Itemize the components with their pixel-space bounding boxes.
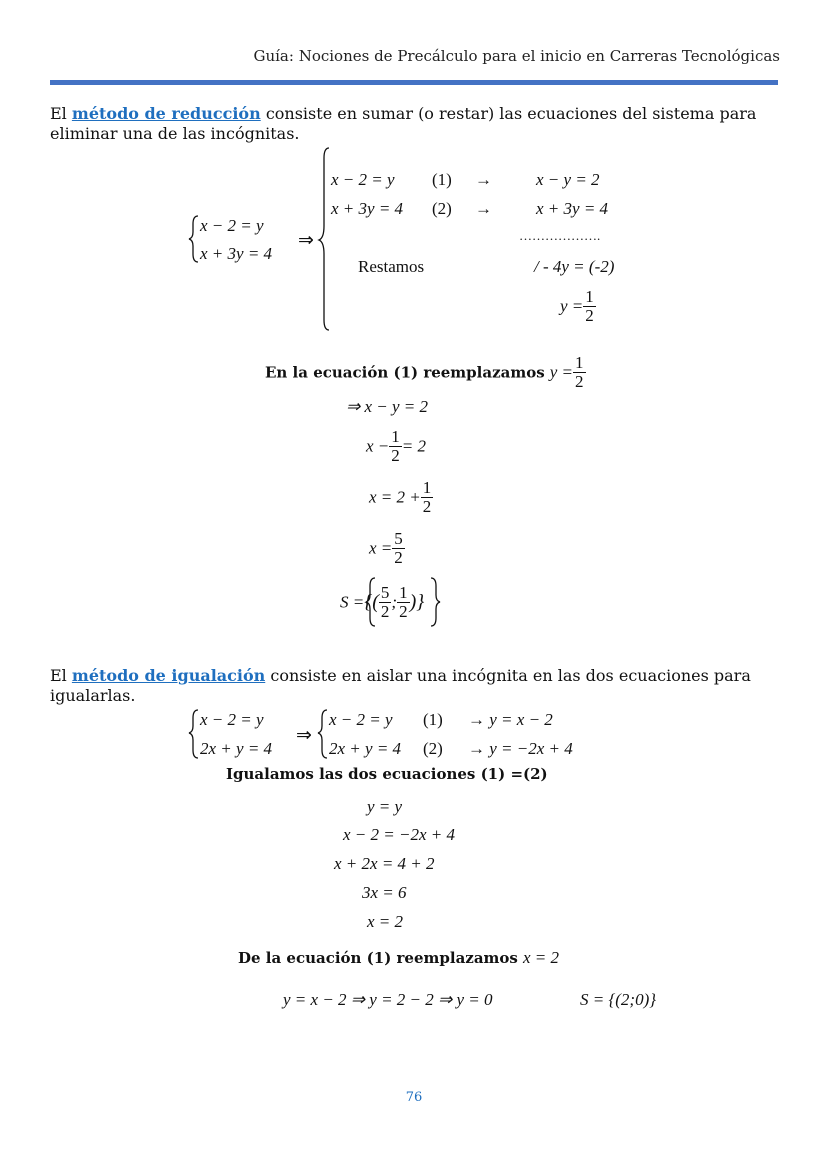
page-number: 76 <box>405 1090 423 1105</box>
solution-fraction-1 <box>379 584 392 621</box>
fraction-denominator: 2 <box>585 306 594 325</box>
replace-lhs: y = <box>549 362 574 382</box>
fraction-numerator: 5 <box>380 583 390 602</box>
fraction-numerator: 1 <box>422 478 432 497</box>
step-3 <box>369 479 433 516</box>
fraction-denominator: 2 <box>394 548 403 567</box>
igualacion-link[interactable]: método de igualación <box>71 666 266 685</box>
fraction-numerator: 5 <box>394 529 403 548</box>
sol-set-brace-right <box>431 578 440 626</box>
y-result <box>560 288 596 325</box>
row1-result: x − y = 2 <box>536 170 600 189</box>
sys-eq2: x + 3y = 4 <box>200 244 273 263</box>
reduccion-link[interactable]: método de reducción <box>71 104 261 123</box>
row2-arrow: → <box>475 199 492 218</box>
ig-step-4: 3x = 6 <box>362 883 407 902</box>
row1-num: (1) <box>432 170 452 189</box>
fraction-numerator: 1 <box>575 353 584 372</box>
step-2-pre: x − <box>366 436 390 456</box>
replace-fraction <box>573 354 586 391</box>
small-brace <box>189 216 198 262</box>
row2-num: (2) <box>432 199 452 218</box>
ig-step-5: x = 2 <box>367 912 404 931</box>
fraction-denominator: 2 <box>380 602 390 621</box>
ig-brace-right <box>318 710 327 758</box>
solution-fraction-2 <box>397 584 410 621</box>
ig-row1-num: (1) <box>423 710 443 729</box>
fraction-numerator: 1 <box>399 583 408 602</box>
replace-line <box>265 354 586 391</box>
step-4-fraction <box>392 530 405 567</box>
igualamos-heading: Igualamos las dos ecuaciones (1) =(2) <box>226 765 548 783</box>
ig-step-2: x − 2 = −2x + 4 <box>343 825 455 844</box>
fraction-denominator: 2 <box>391 446 400 465</box>
fraction-numerator: 1 <box>585 287 594 306</box>
ig-step-3: x + 2x = 4 + 2 <box>334 854 435 873</box>
ig-row2-result: → y = −2x + 4 <box>468 739 573 758</box>
restamos-result: / - 4y = (-2) <box>534 257 615 276</box>
row1-eq: x − 2 = y <box>331 170 395 189</box>
step-4-pre: x = <box>369 538 393 558</box>
ig-replace-text: De la ecuación (1) reemplazamos <box>238 949 518 967</box>
sys-eq1: x − 2 = y <box>200 216 264 235</box>
intro-text: El <box>50 104 72 123</box>
restamos-label: Restamos <box>358 257 425 276</box>
igualacion-intro <box>50 666 760 706</box>
step-3-fraction <box>421 479 434 516</box>
ig-replace-math: x = 2 <box>522 948 559 967</box>
fraction-denominator: 2 <box>399 602 408 621</box>
ig-brace-left <box>189 710 198 758</box>
solution-open: {( <box>364 591 379 613</box>
large-brace <box>319 148 329 330</box>
solution-set <box>340 584 424 621</box>
row2-eq: x + 3y = 4 <box>331 199 404 218</box>
fraction-denominator: 2 <box>422 497 432 516</box>
solution-lhs: S = <box>340 592 365 612</box>
fraction-denominator: 2 <box>575 372 584 391</box>
step-2-post: = 2 <box>401 436 427 456</box>
row1-arrow: → <box>475 170 492 189</box>
implies-arrow: ⇒ <box>298 230 314 251</box>
ig-row1-eq: x − 2 = y <box>329 710 393 729</box>
ig-solution: S = {(2;0)} <box>580 990 657 1009</box>
row2-result: x + 3y = 4 <box>536 199 609 218</box>
intro-text: consiste en sumar (o restar) las ecuaciones del sistema para eliminar una de las incógnitas. <box>50 104 757 143</box>
step-2-fraction <box>389 428 402 465</box>
ig-row2-eq: 2x + y = 4 <box>329 739 402 758</box>
ig-implies-arrow: ⇒ <box>296 725 312 746</box>
step-4 <box>369 530 405 567</box>
ig-step-1: y = y <box>367 797 403 816</box>
replace-text: En la ecuación (1) reemplazamos <box>265 363 545 382</box>
y-fraction <box>583 288 596 325</box>
intro-text: El <box>50 666 72 685</box>
step-1: ⇒ x − y = 2 <box>346 397 429 416</box>
ig-final-step: y = x − 2 ⇒ y = 2 − 2 ⇒ y = 0 <box>283 990 493 1009</box>
ig-replace-line <box>238 948 559 968</box>
ig-sys-eq2: 2x + y = 4 <box>200 739 273 758</box>
y-lhs: y = <box>560 296 584 316</box>
solution-sep: ; <box>391 592 398 612</box>
ig-row2-num: (2) <box>423 739 443 758</box>
step-3-pre: x = 2 + <box>369 487 421 507</box>
step-2 <box>366 428 426 465</box>
ig-sys-eq1: x − 2 = y <box>200 710 264 729</box>
ig-row1-result: → y = x − 2 <box>468 710 553 729</box>
intro-text: consiste en aislar una incógnita en las dos ecuaciones para igualarlas. <box>50 666 751 705</box>
solution-close: )} <box>409 591 425 613</box>
page-header: Guía: Nociones de Precálculo para el inicio en Carreras Tecnológicas <box>253 47 780 65</box>
fraction-numerator: 1 <box>391 427 400 446</box>
dotted-separator: ………………. <box>519 228 601 243</box>
